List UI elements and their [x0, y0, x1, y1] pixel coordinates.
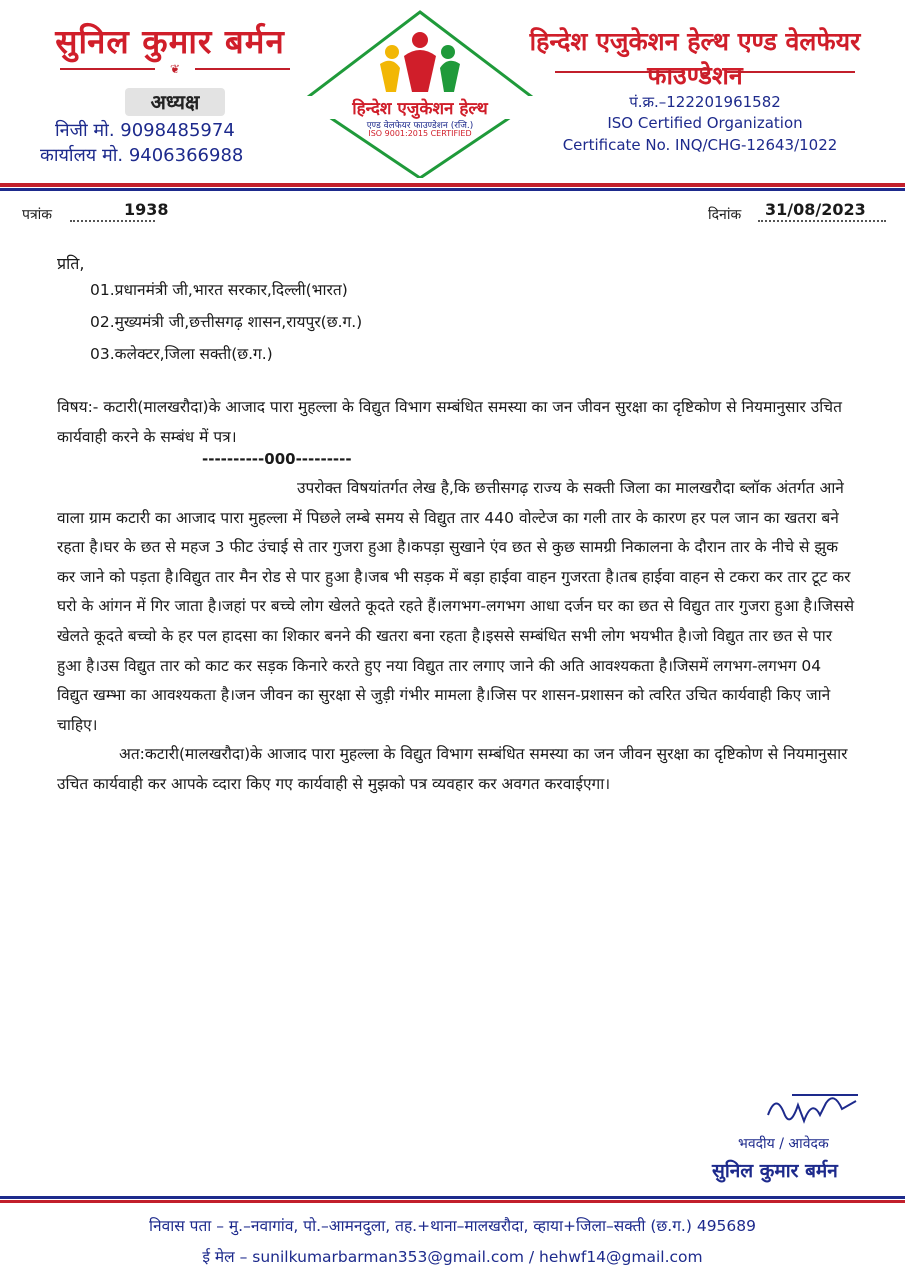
footer-email[interactable]: ई मेल – sunilkumarbarman353@gmail.com / hehwf14@gmail.com	[202, 1248, 703, 1266]
letter-date: 31/08/2023	[765, 200, 866, 219]
org-ornament	[555, 66, 855, 78]
body-paragraph: उपरोक्त विषयांतर्गत लेख है,कि छत्तीसगढ़ राज्य के सक्ती जिला का मालखरौदा ब्लॉक अंतर्गत आने वाला ग्राम कटारी का आजाद पारा मुहल्ला में पिछले लम्बे समय से विद्युत तार 440 वोल्टेज का गली तार के कारण हर पल जान का खतरा बने रहता है।घर के छत से महज 3 फीट उंचाई से तार गुजरा हुआ है।कपड़ा सुखाने एंव छत से कुछ सामग्री निकालना के दौरान तार के नीचे से झुक कर जाने को पड़ता है।विद्युत तार मैन रोड से पार हुआ है।जब भी सड़क में बड़ा हाईवा वाहन गुजरता है।तब हाईवा वाहन से टकरा कर तार टूट कर घरो के आंगन में गिर जाता है।जहां पर बच्चे लोग खेलते कूदते रहते हैं।लगभग-लगभग आधा दर्जन घर का छत से विद्युत तार गुजरा हुआ है।जिससे खेलते कूदते बच्चो के हर पल हादसा का शिकार बनने की खतरा बना रहता है।इससे सम्बंधित सभी लोग भयभीत है।जो विद्युत तार छत से पार हुआ है।उस विद्युत तार को काट कर सड़क किनारे करते हुए नया विद्युत तार लगाए जाने की अति आवश्यकता है।जिसमें लगभग-लगभग 04 विद्युत खम्भा का आवश्यकता है।जन जीवन का सुरक्षा से जुड़ी गंभीर मामला है।जिस पर शासन-प्रशासन को त्वरित उचित कार्यवाही किए जाने चाहिए।	[57, 479, 855, 734]
registration-number: पं.क्र.–122201961582	[629, 93, 781, 111]
body-paragraph: अत:कटारी(मालखरौदा)के आजाद पारा मुहल्ला के विद्युत विभाग सम्बंधित समस्या का जन जीवन सुरक्षा का दृष्टिकोण से नियमानुसार उचित कार्यवाही कर आपके व्दारा किए गए कार्यवाही से मुझको पत्र व्यवहार कर अवगत करवाईएगा।	[57, 745, 848, 793]
ref-number: 1938	[124, 200, 169, 219]
header-band-blue	[0, 188, 905, 191]
header-band-red	[0, 183, 905, 187]
ref-label: पत्रांक	[22, 207, 53, 223]
signature	[762, 1085, 862, 1135]
footer-address: निवास पता – मु.–नवागांव, पो.–आमनदुला, तह.+थाना–मालखरौदा, व्हाया+जिला–सक्ती (छ.ग.) 495689	[148, 1217, 757, 1235]
logo-subtitle: एण्ड वेलफेयर फाउण्डेशन (रजि.)	[366, 121, 474, 131]
date-label: दिनांक	[708, 207, 742, 223]
president-name: सुनिल कुमार बर्मन	[55, 22, 285, 61]
iso-line: ISO Certified Organization	[607, 114, 803, 132]
logo-title: हिन्देश एजुकेशन हेल्थ	[300, 96, 540, 119]
personal-phone: निजी मो. 9098485974	[55, 120, 235, 141]
letter-subject: विषय:- कटारी(मालखरौदा)के आजाद पारा मुहल्ला के विद्युत विभाग सम्बंधित समस्या का जन जीवन सुरक्षा का दृष्टिकोण से नियमानुसार उचित कार्यवाही करने के सम्बंध में पत्र।	[57, 398, 842, 446]
logo-figure-head	[441, 45, 455, 59]
ornament-divider: ❦	[60, 62, 290, 76]
closing-line: भवदीय / आवेदक	[738, 1136, 829, 1152]
subject-divider: ----------000---------	[202, 450, 352, 468]
recipient-item: 03.कलेक्टर,जिला सक्ती(छ.ग.)	[90, 345, 273, 363]
logo-figure-head	[412, 32, 428, 48]
logo-figure-head	[385, 45, 399, 59]
recipient-item: 02.मुख्यमंत्री जी,छत्तीसगढ़ शासन,रायपुर(छ.ग.)	[90, 313, 363, 331]
logo-iso: ISO 9001:2015 CERTIFIED	[368, 129, 472, 138]
recipient-item: 01.प्रधानमंत्री जी,भारत सरकार,दिल्ली(भारत)	[90, 281, 348, 299]
footer-band-blue	[0, 1196, 905, 1199]
certificate-number: Certificate No. INQ/CHG-12643/1022	[562, 136, 838, 154]
designation-badge: अध्यक्ष	[125, 88, 225, 116]
sender-name: सुनिल कुमार बर्मन	[712, 1160, 838, 1182]
footer-band-red	[0, 1200, 905, 1203]
organization-name: हिन्देश एजुकेशन हेल्थ एण्ड वेलफेयर फाउण्डेशन	[529, 27, 861, 90]
office-phone: कार्यालय मो. 9406366988	[40, 145, 244, 166]
to-label: प्रति,	[57, 254, 85, 273]
letter-body	[57, 474, 857, 800]
